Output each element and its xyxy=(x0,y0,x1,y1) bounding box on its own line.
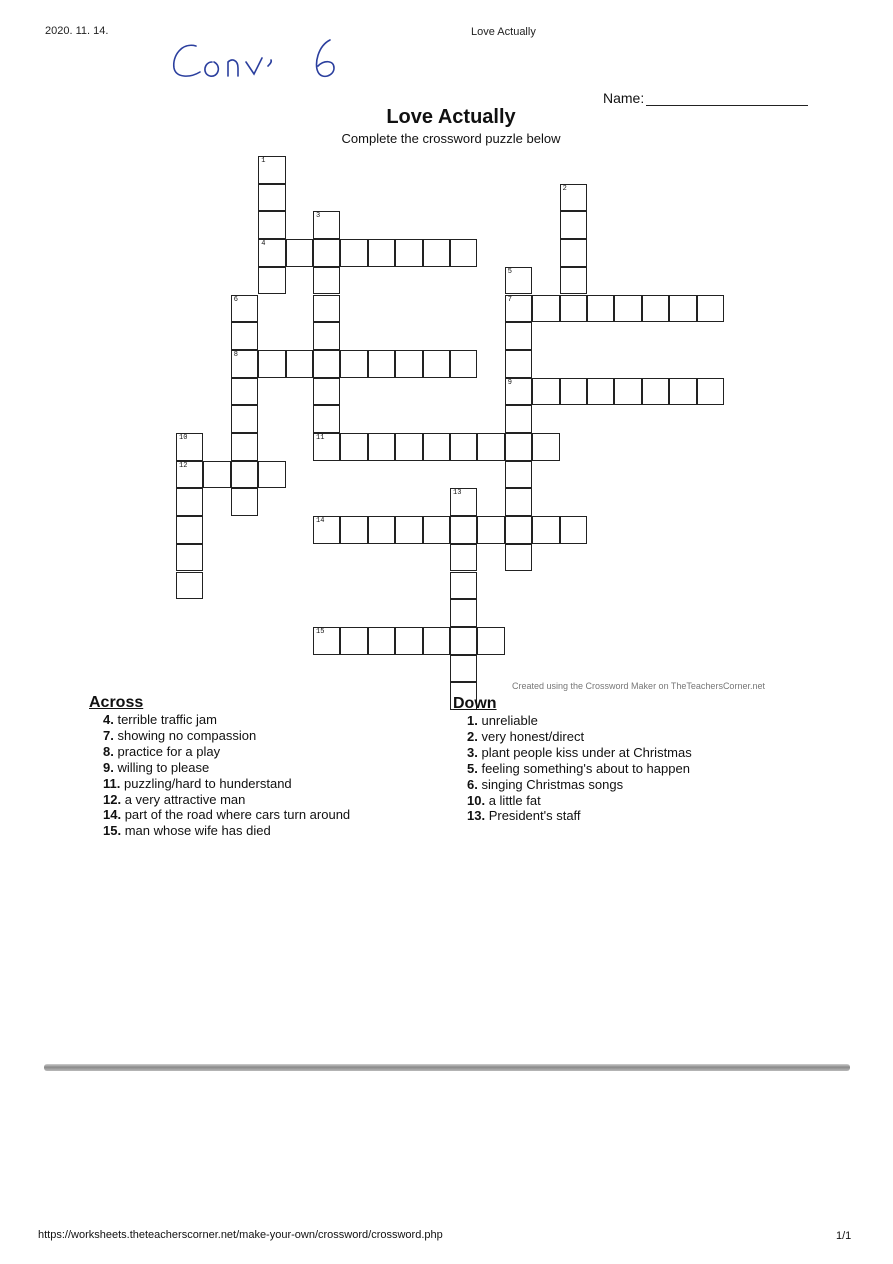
crossword-cell xyxy=(368,239,395,267)
clue-text: puzzling/hard to hunderstand xyxy=(123,775,292,791)
crossword-cell xyxy=(505,488,532,516)
clue-item xyxy=(103,823,350,839)
crossword-cell xyxy=(258,461,285,489)
crossword-cell xyxy=(450,544,477,572)
crossword-cell xyxy=(505,516,532,544)
crossword-cell xyxy=(450,488,477,516)
clue-text: feeling something's about to happen xyxy=(481,760,690,776)
crossword-cell xyxy=(340,433,367,461)
crossword-cell xyxy=(231,378,258,406)
clue-text: unreliable xyxy=(481,713,538,728)
clue-item xyxy=(103,776,350,792)
clue-number-label: 5 xyxy=(507,267,512,276)
crossword-cell xyxy=(231,350,258,378)
crossword-cell xyxy=(176,433,203,461)
clue-number-label: 8 xyxy=(233,350,238,359)
crossword-cell xyxy=(368,433,395,461)
clue-number-label: 2 xyxy=(562,184,567,193)
clue-text: practice for a play xyxy=(117,743,221,759)
clue-item xyxy=(467,808,692,824)
across-clue-list xyxy=(103,712,350,839)
crossword-cell xyxy=(614,295,641,323)
crossword-cell xyxy=(477,627,504,655)
crossword-cell xyxy=(313,627,340,655)
crossword-cell xyxy=(450,516,477,544)
clue-number: 15. xyxy=(103,823,122,839)
crossword-cell xyxy=(395,239,422,267)
clue-number: 2. xyxy=(467,728,478,744)
crossword-cell xyxy=(560,378,587,406)
crossword-cell xyxy=(587,295,614,323)
crossword-cell xyxy=(450,655,477,683)
clue-number-label: 11 xyxy=(316,434,325,442)
clue-number-label: 14 xyxy=(316,517,325,526)
crossword-cell xyxy=(505,433,532,461)
clue-number: 12. xyxy=(103,791,122,807)
crossword-cell xyxy=(258,350,285,378)
crossword-cell xyxy=(340,350,367,378)
clue-number: 14. xyxy=(103,807,122,823)
clue-item xyxy=(467,729,692,745)
clue-text: terrible traffic jam xyxy=(117,712,217,727)
clue-text: man whose wife has died xyxy=(124,823,271,839)
crossword-cell xyxy=(313,405,340,433)
clue-item xyxy=(467,777,692,793)
clue-number: 9. xyxy=(103,759,114,775)
crossword-cell xyxy=(340,516,367,544)
crossword-cell xyxy=(258,267,285,295)
clue-number-label: 10 xyxy=(179,434,188,442)
crossword-cell xyxy=(231,433,258,461)
clue-number-label: 9 xyxy=(507,378,512,387)
crossword-cell xyxy=(560,295,587,323)
crossword-cell xyxy=(313,433,340,461)
crossword-cell xyxy=(258,156,285,184)
crossword-cell xyxy=(560,184,587,212)
crossword-cell xyxy=(642,295,669,323)
clue-number-label: 4 xyxy=(261,240,266,249)
clue-text: singing Christmas songs xyxy=(481,776,624,792)
clue-text: President's staff xyxy=(488,808,581,824)
footer-url: https://worksheets.theteacherscorner.net/make-your-own/crossword/crossword.php xyxy=(38,1229,443,1241)
clue-text: plant people kiss under at Christmas xyxy=(481,744,692,760)
clue-number-label: 6 xyxy=(233,295,238,304)
crossword-cell xyxy=(258,184,285,212)
clue-number-label: 1 xyxy=(261,157,266,165)
crossword-cell xyxy=(395,350,422,378)
clue-text: very honest/direct xyxy=(481,728,585,744)
clue-number: 10. xyxy=(467,792,486,808)
crossword-cell xyxy=(176,572,203,600)
crossword-cell xyxy=(587,378,614,406)
crossword-cell xyxy=(532,378,559,406)
crossword-cell xyxy=(450,627,477,655)
crossword-cell xyxy=(642,378,669,406)
clue-number-label: 3 xyxy=(316,212,321,221)
clue-number: 8. xyxy=(103,743,114,759)
crossword-cell xyxy=(505,378,532,406)
crossword-cell xyxy=(203,461,230,489)
clue-number: 1. xyxy=(467,713,478,728)
crossword-cell xyxy=(450,239,477,267)
crossword-cell xyxy=(560,239,587,267)
crossword-cell xyxy=(231,488,258,516)
crossword-cell xyxy=(450,572,477,600)
down-clue-list xyxy=(467,713,692,824)
crossword-cell xyxy=(477,516,504,544)
crossword-cell xyxy=(560,211,587,239)
crossword-cell xyxy=(669,378,696,406)
clue-item xyxy=(467,745,692,761)
crossword-cell xyxy=(532,516,559,544)
crossword-cell xyxy=(505,295,532,323)
crossword-cell xyxy=(423,433,450,461)
clue-number-label: 7 xyxy=(507,295,512,304)
crossword-cell xyxy=(231,461,258,489)
crossword-cell xyxy=(450,599,477,627)
clue-text: showing no compassion xyxy=(117,727,257,743)
name-blank-line xyxy=(646,91,808,106)
crossword-cell xyxy=(505,350,532,378)
clue-number: 7. xyxy=(103,727,114,743)
clue-item xyxy=(103,712,350,728)
crossword-cell xyxy=(423,627,450,655)
clue-item xyxy=(103,728,350,744)
crossword-cell xyxy=(532,295,559,323)
crossword-cell xyxy=(505,544,532,572)
crossword-cell xyxy=(532,433,559,461)
crossword-cell xyxy=(368,350,395,378)
crossword-cell xyxy=(395,627,422,655)
crossword-cell xyxy=(231,322,258,350)
crossword-cell xyxy=(286,350,313,378)
clue-text: part of the road where cars turn around xyxy=(124,807,351,823)
crossword-cell xyxy=(313,322,340,350)
clue-number-label: 15 xyxy=(316,627,325,636)
handwritten-note xyxy=(168,28,358,88)
crossword-cell xyxy=(313,516,340,544)
crossword-cell xyxy=(450,350,477,378)
clue-item xyxy=(103,744,350,760)
crossword-cell xyxy=(477,433,504,461)
clue-number: 3. xyxy=(467,744,478,760)
clue-item xyxy=(467,761,692,777)
crossword-cell xyxy=(505,461,532,489)
footer-page-number: 1/1 xyxy=(836,1230,852,1242)
clue-number: 13. xyxy=(467,808,486,824)
crossword-cell xyxy=(313,295,340,323)
clue-item xyxy=(103,792,350,808)
crossword-cell xyxy=(560,516,587,544)
scan-edge-bar xyxy=(44,1064,850,1071)
crossword-cell xyxy=(423,239,450,267)
clue-item xyxy=(467,793,692,809)
crossword-cell xyxy=(697,295,724,323)
crossword-cell xyxy=(313,211,340,239)
crossword-cell xyxy=(231,405,258,433)
crossword-cell xyxy=(176,488,203,516)
crossword-cell xyxy=(560,267,587,295)
clue-number: 6. xyxy=(467,776,478,792)
crossword-cell xyxy=(286,239,313,267)
clue-number: 4. xyxy=(103,712,114,727)
crossword-credit: Created using the Crossword Maker on TheTeachersCorner.net xyxy=(512,681,765,691)
crossword-cell xyxy=(697,378,724,406)
clue-item xyxy=(103,760,350,776)
clue-text: willing to please xyxy=(117,759,210,775)
crossword-cell xyxy=(669,295,696,323)
clue-number-label: 12 xyxy=(179,461,188,470)
crossword-cell xyxy=(505,267,532,295)
name-field xyxy=(603,90,808,106)
clue-number: 5. xyxy=(467,760,478,776)
crossword-cell xyxy=(176,516,203,544)
print-date: 2020. 11. 14. xyxy=(45,25,109,37)
print-header-title: Love Actually xyxy=(471,26,536,38)
clue-text: a very attractive man xyxy=(124,791,246,807)
crossword-cell xyxy=(258,239,285,267)
crossword-cell xyxy=(340,627,367,655)
crossword-cell xyxy=(313,239,340,267)
clue-item xyxy=(467,713,692,729)
puzzle-subtitle: Complete the crossword puzzle below xyxy=(341,131,561,146)
crossword-cell xyxy=(231,295,258,323)
crossword-cell xyxy=(313,350,340,378)
crossword-cell xyxy=(176,461,203,489)
crossword-cell xyxy=(423,516,450,544)
puzzle-title: Love Actually xyxy=(386,106,516,128)
crossword-cell xyxy=(395,516,422,544)
crossword-cell xyxy=(313,378,340,406)
clue-item xyxy=(103,807,350,823)
crossword-cell xyxy=(423,350,450,378)
clue-number: 11. xyxy=(103,775,121,791)
crossword-cell xyxy=(505,322,532,350)
crossword-cell xyxy=(395,433,422,461)
crossword-cell xyxy=(368,516,395,544)
crossword-cell xyxy=(505,405,532,433)
crossword-cell xyxy=(258,211,285,239)
clue-number-label: 13 xyxy=(453,489,462,498)
clue-text: a little fat xyxy=(488,792,541,808)
down-heading: Down xyxy=(453,695,497,712)
name-label: Name: xyxy=(603,90,645,106)
crossword-cell xyxy=(313,267,340,295)
crossword-cell xyxy=(450,433,477,461)
across-heading: Across xyxy=(89,694,144,711)
crossword-cell xyxy=(368,627,395,655)
crossword-cell xyxy=(176,544,203,572)
crossword-cell xyxy=(340,239,367,267)
crossword-cell xyxy=(614,378,641,406)
